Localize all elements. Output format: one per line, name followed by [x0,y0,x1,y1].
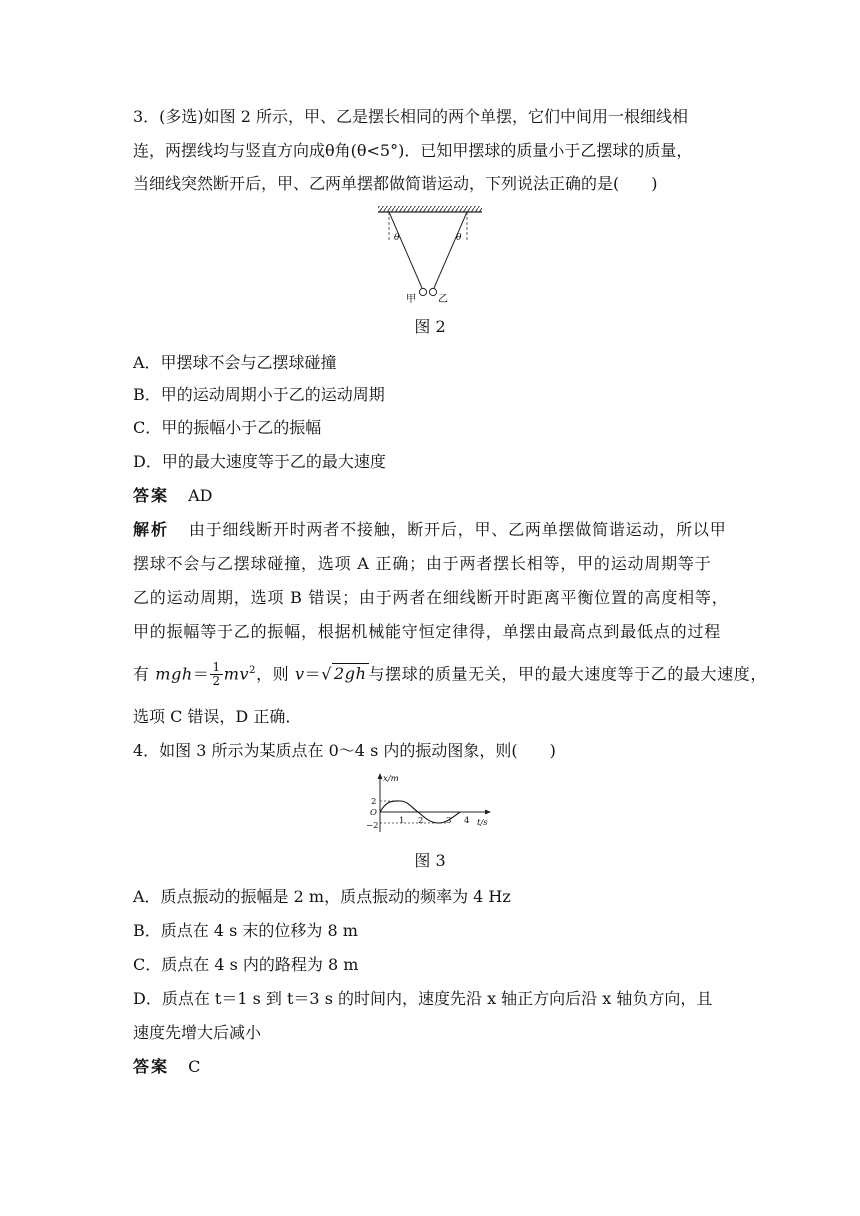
q4-option-d-line2: 速度先增大后减小 [133,1023,262,1042]
theta-right: θ [456,233,462,243]
y-tick-2: 2 [371,797,377,807]
x-tick-4: 4 [464,816,470,826]
q3-analysis-line6: 选项 C 错误，D 正确． [133,707,302,726]
fraction-denominator: 2 [212,674,221,689]
formula-mv: mv [223,664,250,684]
answer-label: 答案 [133,486,170,505]
q4-option-c: C．质点在 4 s 内的路程为 8 m [133,955,359,974]
q4-option-b: B．质点在 4 s 末的位移为 8 m [133,921,358,940]
y-tick-neg2: −2 [366,821,379,831]
q3-answer [133,483,213,509]
string-jia [389,212,422,288]
figure-3-caption: 图 3 [414,851,446,870]
q3-stem-line3: 当细线突然断开后，甲、乙两单摆都做简谐运动，下列说法正确的是( ) [133,174,658,193]
q3-option-d: D．甲的最大速度等于乙的最大速度 [133,452,386,471]
sqrt-sign: √ [321,664,333,684]
string-yi [434,212,467,288]
q4-option-a: A．质点振动的振幅是 2 m，质点振动的频率为 4 Hz [133,887,511,906]
formula-mgh: mgh [155,664,193,684]
q4-stem-line1: 4．如图 3 所示为某质点在 0～4 s 内的振动图象，则( ) [133,741,556,760]
q3-stem-line2: 连，两摆线均与竖直方向成θ角(θ<5°)．已知甲摆球的质量小于乙摆球的质量， [133,141,693,160]
answer-value-q4: C [188,1057,201,1076]
analysis-text-rest: 与摆球的质量无关，甲的最大速度等于乙的最大速度， [368,664,767,684]
q3-option-b: B．甲的运动周期小于乙的运动周期 [133,385,385,404]
formula-v: v [294,664,305,684]
label-yi: 乙 [438,294,448,305]
radicand-2gh: 2gh [334,664,367,684]
q4-answer [133,1054,200,1080]
analysis-text-you: 有 [133,664,156,684]
y-axis-label: x/m [383,774,399,784]
label-jia: 甲 [406,294,416,305]
q3-option-a: A．甲摆球不会与乙摆球碰撞 [133,353,337,372]
figure-3-vibration-graph [360,770,500,836]
q3-stem-line1: 3．(多选)如图 2 所示，甲、乙是摆长相同的两个单摆，它们中间用一根细线相 [133,107,689,126]
x-tick-2: 2 [418,816,424,826]
q4-option-d-line1: D．质点在 t＝1 s 到 t＝3 s 的时间内，速度先沿 x 轴正方向后沿 x 轴负方向，且 [133,989,713,1008]
figure-2-pendulums [370,202,490,308]
theta-left: θ [394,233,400,243]
q3-option-c: C．甲的振幅小于乙的振幅 [133,418,322,437]
y-axis-arrow [378,773,383,779]
analysis-text-1: 由于细线断开时两者不接触，断开后，甲、乙两单摆做简谐运动，所以甲 [188,520,727,539]
q3-analysis-line5 [133,658,767,688]
answer-value: AD [188,486,213,505]
q3-analysis-line2: 摆球不会与乙摆球碰撞，选项 A 正确；由于两者摆长相等，甲的运动周期等于 [133,554,712,573]
formula-square: 2 [249,665,257,676]
q3-analysis-line4: 甲的振幅等于乙的振幅，根据机械能守恒定律得，单摆由最高点到最低点的过程 [133,622,722,641]
fraction-numerator: 1 [212,660,221,675]
analysis-label: 解析 [133,520,170,539]
figure-2-caption: 图 2 [414,317,446,336]
ceiling-hatch [378,206,482,212]
x-tick-1: 1 [399,816,405,826]
ball-yi [429,288,436,295]
x-axis-label: t/s [477,818,488,828]
sqrt-radicand [332,663,369,683]
answer-label-q4: 答案 [133,1057,170,1076]
q3-analysis-line1 [133,517,727,543]
q3-analysis-line3: 乙的运动周期，选项 B 错误；由于两者在细线断开时距离平衡位置的高度相等， [133,588,729,607]
fraction-half [210,661,222,688]
formula-equals-2: ＝ [304,664,322,684]
analysis-text-ze: ，则 [256,664,295,684]
x-axis-arrow [485,810,491,815]
x-tick-3: 3 [446,816,452,826]
ball-jia [419,288,426,295]
formula-equals: ＝ [192,664,210,684]
origin-label: O [370,808,377,818]
